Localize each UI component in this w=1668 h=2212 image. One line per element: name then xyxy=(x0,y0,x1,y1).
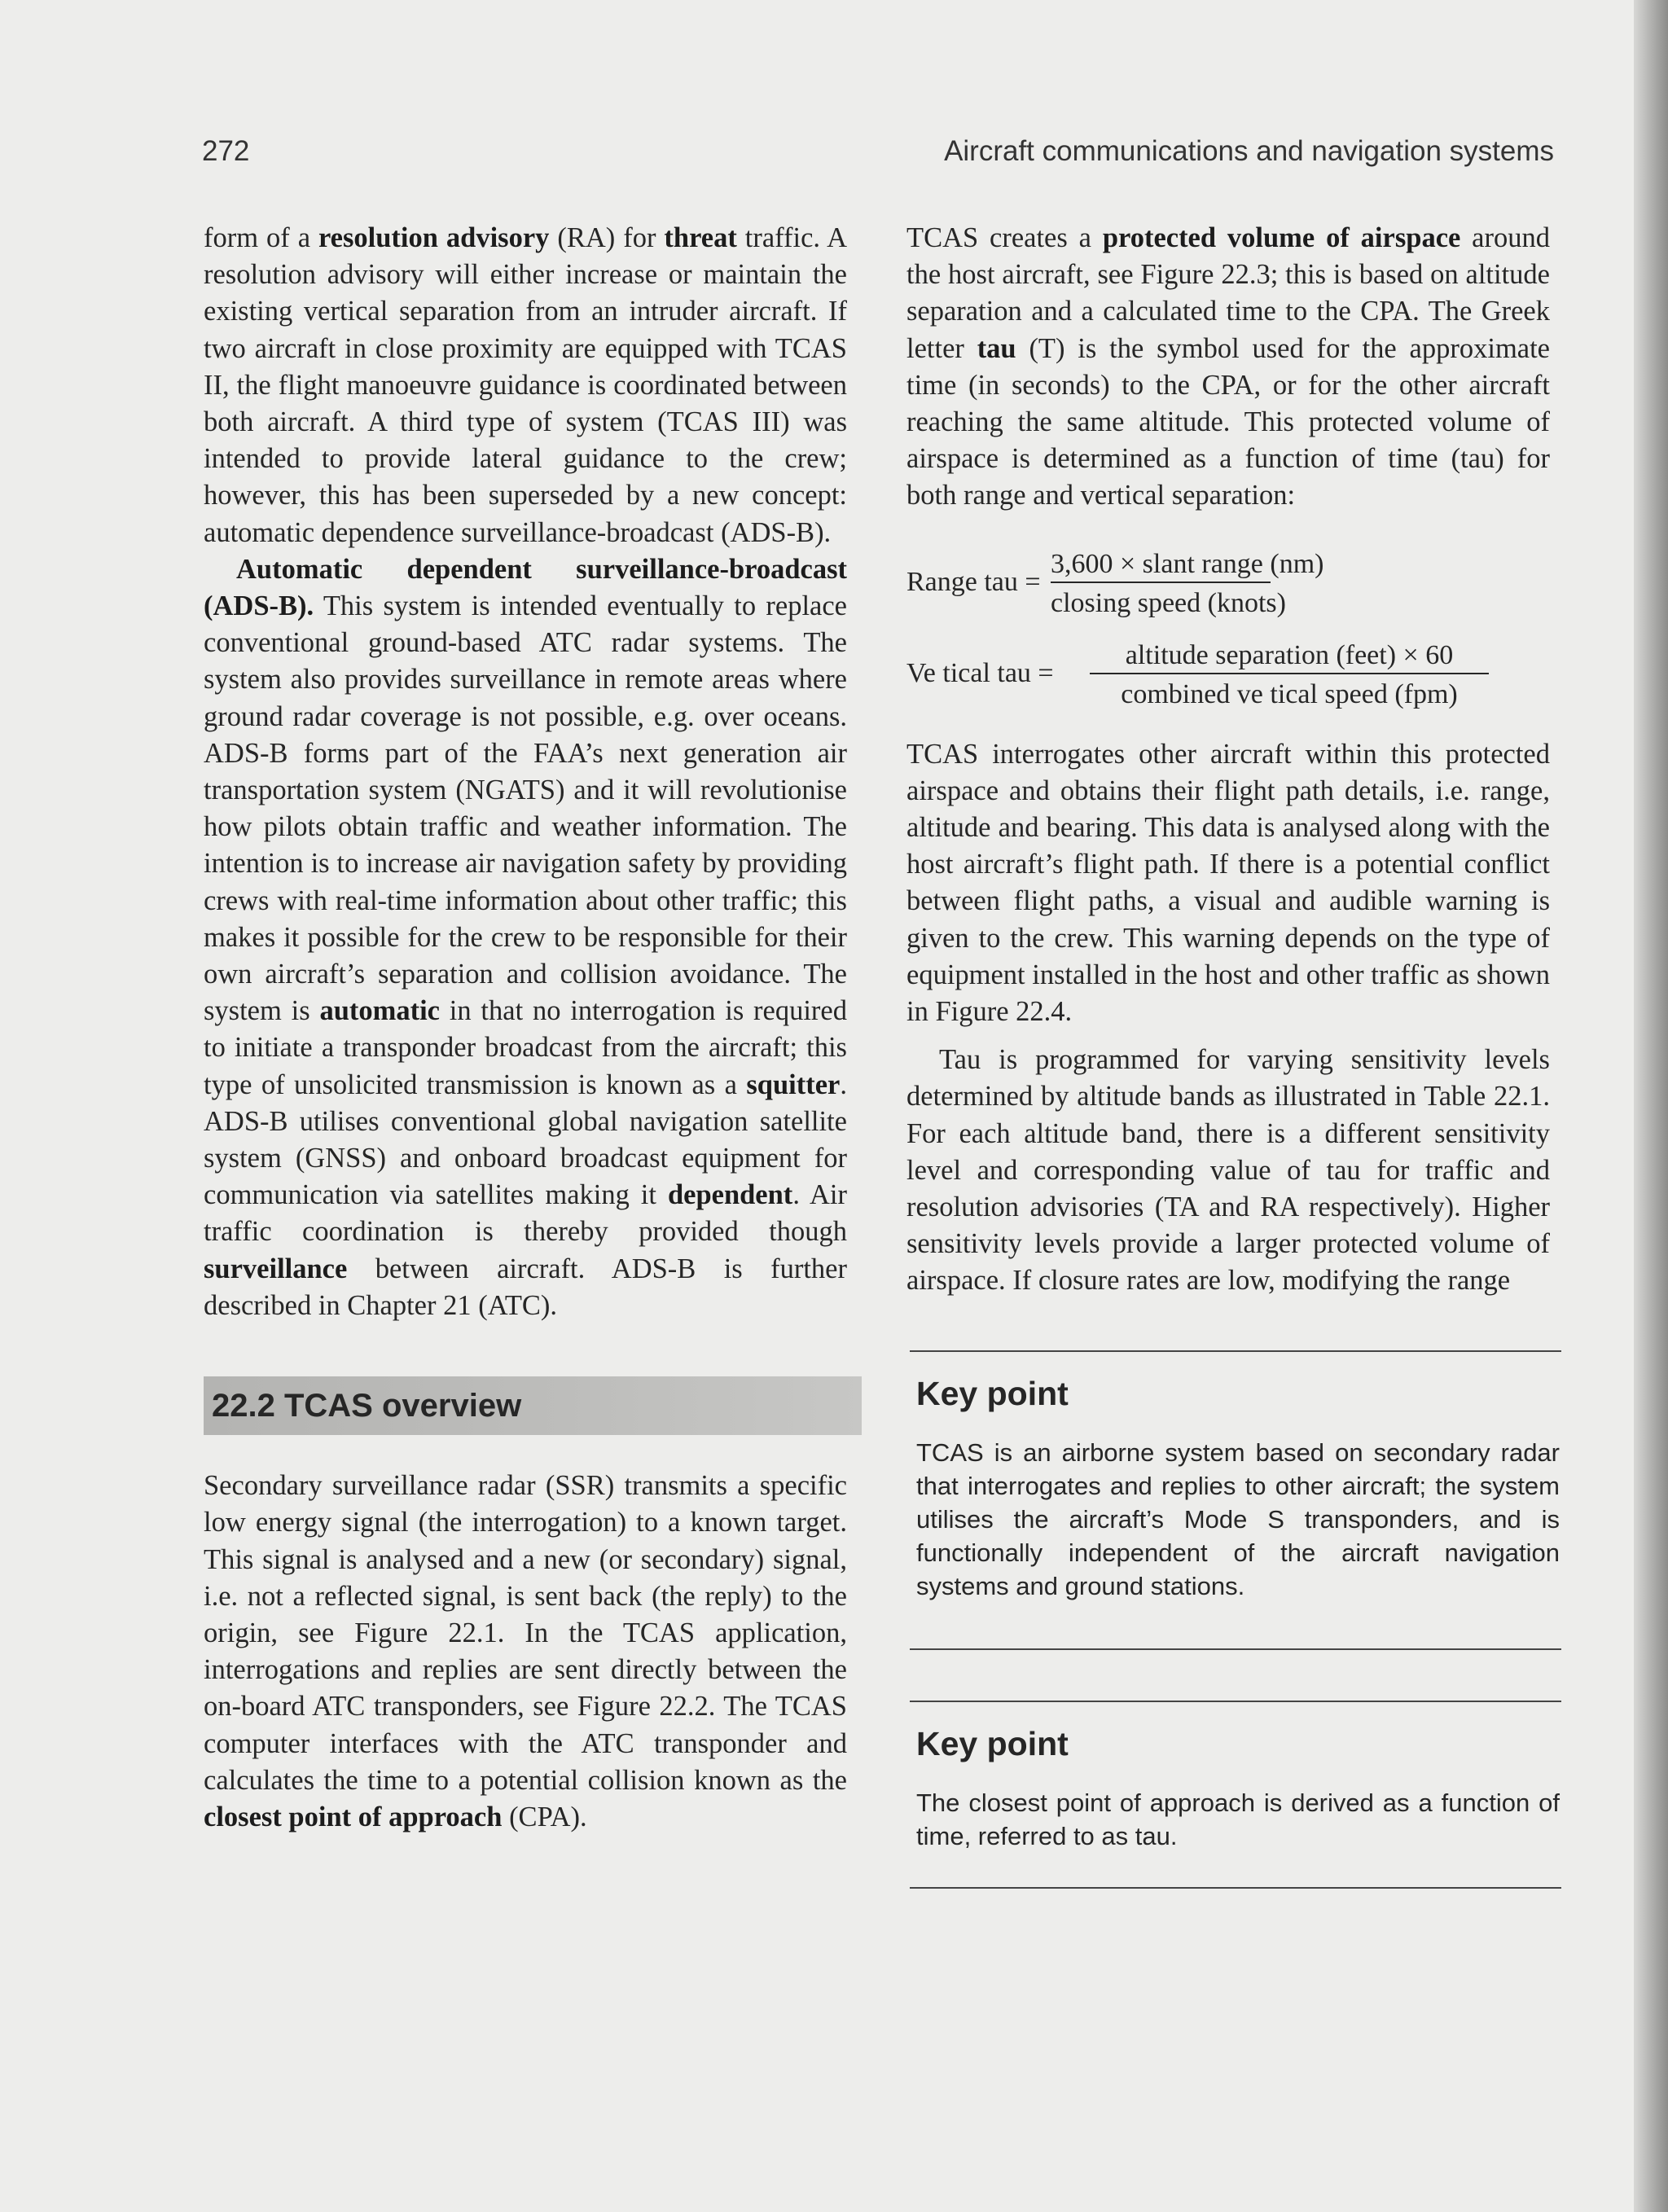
text-run: . Air traffic coordination is thereby provided though xyxy=(204,1179,847,1248)
keypoint-title: Key point xyxy=(916,1724,1069,1762)
bold-term: tau xyxy=(977,332,1016,364)
text-run: (T) is the symbol used for the approximate time (in seconds) to the CPA, or for the other aircraft reaching the same altitude. This protected volume of airspace is determined as a function of time (tau) for both range and vertical separation: xyxy=(906,332,1550,511)
equation-lhs: Range tau = xyxy=(906,566,1041,597)
bold-term: surveillance xyxy=(204,1253,348,1284)
bold-term: automatic xyxy=(319,995,440,1027)
equation-fraction xyxy=(1051,547,1324,621)
text-run: traffic. A resolution advisory will either increase or maintain the existing vertical separation from an intruder aircraft. If two aircraft in close proximity are equipped with TCAS II, the flight manoeuvre guidance is coordinated between both aircraft. A third type of system (TCAS III) was intended to provide lateral guidance to the crew; however, this has been superseded by a new concept: automatic dependence surveillance-broadcast (ADS-B). xyxy=(204,222,847,548)
paragraph-tcas-interrogates xyxy=(906,736,1550,1031)
equation-denominator: combined ve tical speed (fpm) xyxy=(1090,673,1489,712)
bold-term: protected volume of airspace xyxy=(1102,222,1461,253)
keypoint-top-rule xyxy=(910,1701,1561,1702)
page-edge-shadow xyxy=(1634,0,1668,2212)
keypoint-bottom-rule xyxy=(910,1648,1561,1650)
keypoint-top-rule xyxy=(910,1350,1561,1352)
bold-term: squitter xyxy=(746,1069,841,1100)
paragraph-ads-b xyxy=(204,551,847,1324)
text-run: This system is intended eventually to replace conventional ground-based ATC radar systems. The system also provides surveillance in remote areas where ground radar coverage is not possible, e.g. over oceans. ADS-B forms part of the FAA’s next generation air transportation system (NGATS) and it will revolutionise how pilots obtain traffic and weather information. The intention is to increase air navigation safety by providing crews with real-time information about other traffic; this makes it possible for the crew to be responsible for their own aircraft’s separation and collision avoidance. The system is xyxy=(204,590,847,1027)
paragraph-ssr xyxy=(204,1468,847,1836)
equation-lhs: Ve tical tau = xyxy=(906,657,1054,688)
equation-range-tau xyxy=(906,547,1550,622)
left-column xyxy=(204,220,847,2142)
bold-term: Automatic dependent surveillance-broadcast (ADS-B). xyxy=(204,553,847,622)
section-heading: 22.2 TCAS overview xyxy=(204,1376,862,1435)
equation-fraction xyxy=(1090,639,1489,712)
equation-numerator: 3,600 × slant range (nm) xyxy=(1051,548,1324,579)
text-run: (CPA). xyxy=(502,1801,587,1832)
paragraph-tau-programmed xyxy=(906,1042,1550,1299)
page-number: 272 xyxy=(202,135,250,167)
text-run: . ADS-B utilises conventional global navigation satellite system (GNSS) and onboard broadcast equipment for communication via satellites making it xyxy=(204,1069,847,1211)
text-run: Secondary surveillance radar (SSR) transmits a specific low energy signal (the interrogation) to a known target. This signal is analysed and a new (or secondary) signal, i.e. not a reflected signal, is sent back (the reply) to the origin, see Figure 22.1. In the TCAS application, interrogations and replies are sent directly between the on-board ATC transponders, see Figure 22.2. The TCAS computer interfaces with the ATC transponder and calculates the time to a potential collision known as the xyxy=(204,1470,847,1796)
bold-term: closest point of approach xyxy=(204,1801,503,1832)
text-run: TCAS interrogates other aircraft within this protected airspace and obtains their flight path details, i.e. range, altitude and bearing. This data is analysed along with the host aircraft’s flight path. If there is a potential conflict between flight paths, a visual and audible warning is given to the crew. This warning depends on the type of equipment installed in the host and other traffic as shown in Figure 22.4. xyxy=(906,738,1550,1028)
running-head xyxy=(202,135,1554,176)
paragraph-resolution-advisory xyxy=(204,220,847,551)
bold-term: dependent xyxy=(667,1179,793,1211)
equation-numerator: altitude separation (feet) × 60 xyxy=(1125,639,1454,670)
text-run: form of a xyxy=(204,222,318,253)
equation-denominator: closing speed (knots) xyxy=(1051,582,1271,621)
keypoint-body: TCAS is an airborne system based on secondary radar that interrogates and replies to other aircraft; the system utilises the aircraft’s Mode S transponders, and is functionally independent of the aircraft navigation systems and ground stations. xyxy=(916,1437,1560,1600)
text-run: between aircraft. ADS-B is further described in Chapter 21 (ATC). xyxy=(204,1253,847,1321)
equation-vertical-tau xyxy=(906,639,1550,713)
right-column xyxy=(906,220,1560,2093)
keypoint-bottom-rule xyxy=(910,1887,1561,1889)
keypoint-title: Key point xyxy=(916,1374,1069,1412)
keypoint-body: The closest point of approach is derived as a function of time, referred to as tau. xyxy=(916,1788,1560,1850)
running-title: Aircraft communications and navigation systems xyxy=(944,135,1554,167)
text-run: in that no interrogation is required to initiate a transponder broadcast from the aircraft; this type of unsolicited transmission is known as a xyxy=(204,995,847,1100)
text-run: TCAS creates a xyxy=(906,222,1103,253)
text-run: around the host aircraft, see Figure 22.3; this is based on altitude separation and a calculated time to the CPA. The Greek letter xyxy=(906,222,1550,364)
bold-term: resolution advisory xyxy=(318,222,550,253)
text-run: (RA) for xyxy=(549,222,665,253)
text-run: Tau is programmed for varying sensitivity levels determined by altitude bands as illustrated in Table 22.1. For each altitude band, there is a different sensitivity level and corresponding value of tau for traffic and resolution advisories (TA and RA respectively). Higher sensitivity levels provide a larger protected volume of airspace. If closure rates are low, modifying the range xyxy=(906,1044,1550,1297)
bold-term: threat xyxy=(664,222,737,253)
paragraph-protected-volume xyxy=(906,220,1550,515)
